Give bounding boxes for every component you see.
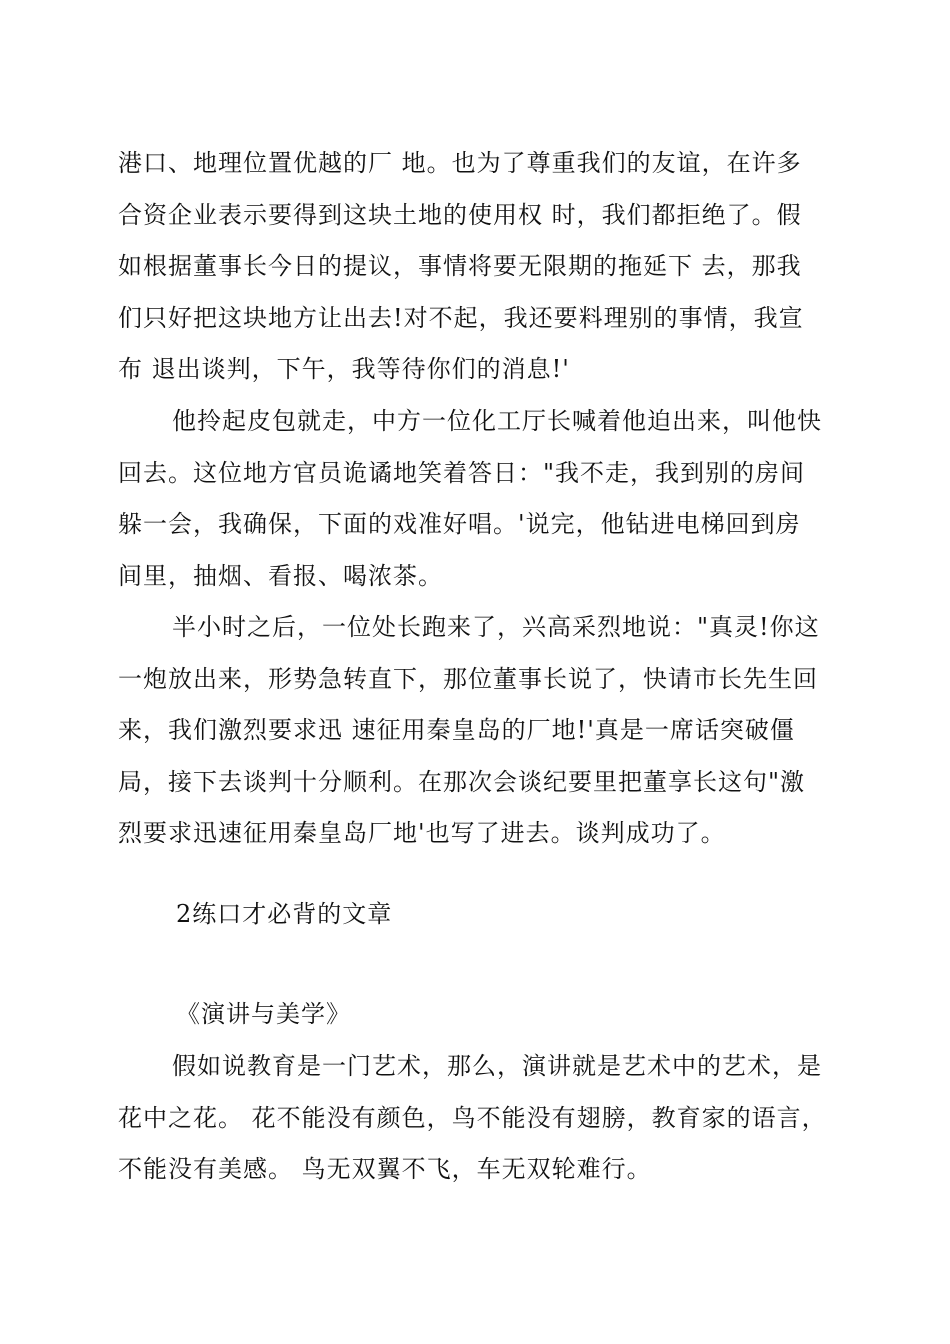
text-line: 港口、地理位置优越的厂 地。也为了尊重我们的友谊，在许多 [118, 149, 802, 177]
text-line: 来，我们激烈要求迅 速征用秦皇岛的厂地!'真是一席话突破僵 [118, 716, 795, 744]
text-line: 花中之花。 花不能没有颜色，鸟不能没有翅膀，教育家的语言， [118, 1103, 827, 1132]
text-line: 回去。这位地方官员诡谲地笑着答日："我不走，我到别的房间 [118, 458, 806, 487]
text-line: 局，接下去谈判十分顺利。在那次会谈纪要里把董享长这句"激 [118, 767, 806, 796]
paragraph-2 [118, 396, 838, 602]
text-line: 间里，抽烟、看报、喝浓茶。 [118, 561, 443, 590]
article-paragraph [118, 1041, 838, 1196]
paragraph-3 [118, 602, 838, 860]
text-line: 们只好把这块地方让出去!对不起，我还要料理别的事情，我宣 [118, 303, 804, 332]
text-line: 一炮放出来，形势急转直下，那位董事长说了，快请市长先生回 [118, 664, 818, 693]
text-line: 烈要求迅速征用秦皇岛厂地'也写了进去。谈判成功了。 [118, 819, 726, 847]
section-heading: 2练口才必背的文章 [176, 900, 393, 928]
text-line: 合资企业表示要得到这块土地的使用权 时，我们都拒绝了。假 [118, 200, 802, 229]
article-title: 《演讲与美学》 [176, 1000, 351, 1028]
text-line: 假如说教育是一门艺术，那么，演讲就是艺术中的艺术，是 [172, 1052, 822, 1080]
text-line: 布 退出谈判，下午，我等待你们的消息!' [118, 355, 570, 383]
text-line: 他拎起皮包就走，中方一位化工厅长喊着他迫出来，叫他快 [172, 407, 822, 435]
text-line: 如根据董事长今日的提议，事情将要无限期的拖延下 去，那我 [118, 252, 802, 280]
paragraph-1 [118, 138, 838, 396]
text-line: 半小时之后，一位处长跑来了，兴高采烈地说："真灵!你这 [172, 613, 820, 641]
text-line: 不能没有美感。 鸟无双翼不飞，车无双轮难行。 [118, 1155, 652, 1183]
text-line: 躲一会，我确保，下面的戏准好唱。'说完，他钻进电梯回到房 [118, 510, 801, 538]
